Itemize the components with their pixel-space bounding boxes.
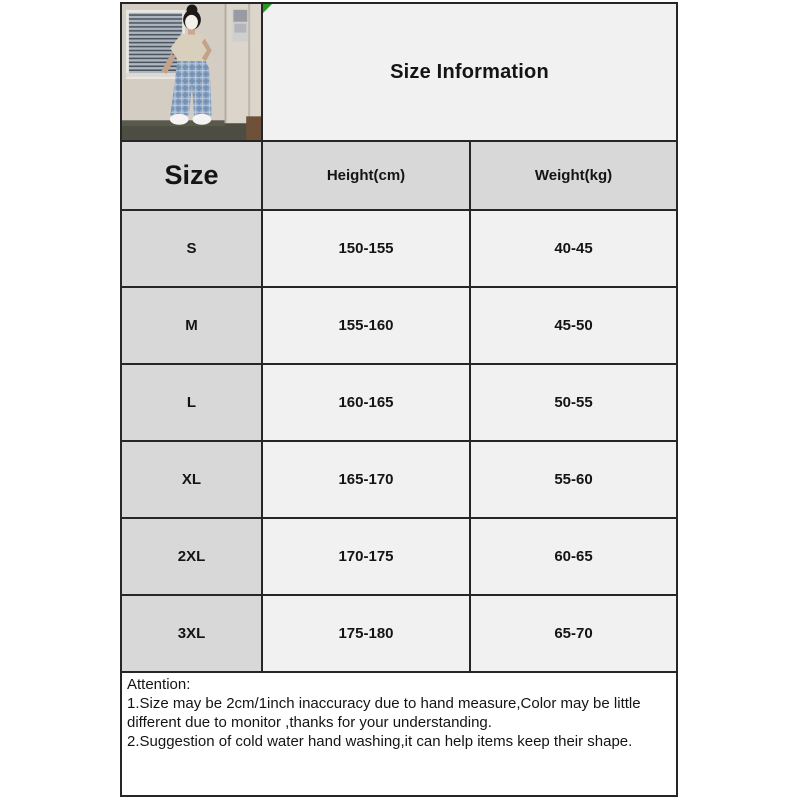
page-title: Size Information <box>390 60 549 83</box>
weight-value-m: 45-50 <box>471 288 676 365</box>
weight-value-3xl: 65-70 <box>471 596 676 673</box>
size-information-title <box>263 4 676 142</box>
attention-line-2: 2.Suggestion of cold water hand washing,it can help items keep their shape. <box>127 733 633 750</box>
height-value-2xl: 170-175 <box>263 519 471 596</box>
column-header-size: Size <box>122 142 263 211</box>
height-value-3xl: 175-180 <box>263 596 471 673</box>
attention-line-1: 1.Size may be 2cm/1inch inaccuracy due to hand measure,Color may be little different due to monitor ,thanks for your understanding. <box>127 695 641 731</box>
attention-note <box>122 673 676 795</box>
height-value-l: 160-165 <box>263 365 471 442</box>
attention-heading: Attention: <box>127 676 191 693</box>
size-label-2xl: 2XL <box>122 519 263 596</box>
weight-value-l: 50-55 <box>471 365 676 442</box>
product-photo-illustration <box>122 4 261 140</box>
size-label-s: S <box>122 211 263 288</box>
size-label-m: M <box>122 288 263 365</box>
column-header-height: Height(cm) <box>263 142 471 211</box>
column-header-weight: Weight(kg) <box>471 142 676 211</box>
size-label-3xl: 3XL <box>122 596 263 673</box>
weight-value-2xl: 60-65 <box>471 519 676 596</box>
size-label-l: L <box>122 365 263 442</box>
weight-value-s: 40-45 <box>471 211 676 288</box>
height-value-m: 155-160 <box>263 288 471 365</box>
weight-value-xl: 55-60 <box>471 442 676 519</box>
product-photo <box>122 4 263 142</box>
size-label-xl: XL <box>122 442 263 519</box>
size-chart-table <box>120 2 678 797</box>
cell-corner-marker-icon <box>263 4 272 13</box>
height-value-s: 150-155 <box>263 211 471 288</box>
height-value-xl: 165-170 <box>263 442 471 519</box>
